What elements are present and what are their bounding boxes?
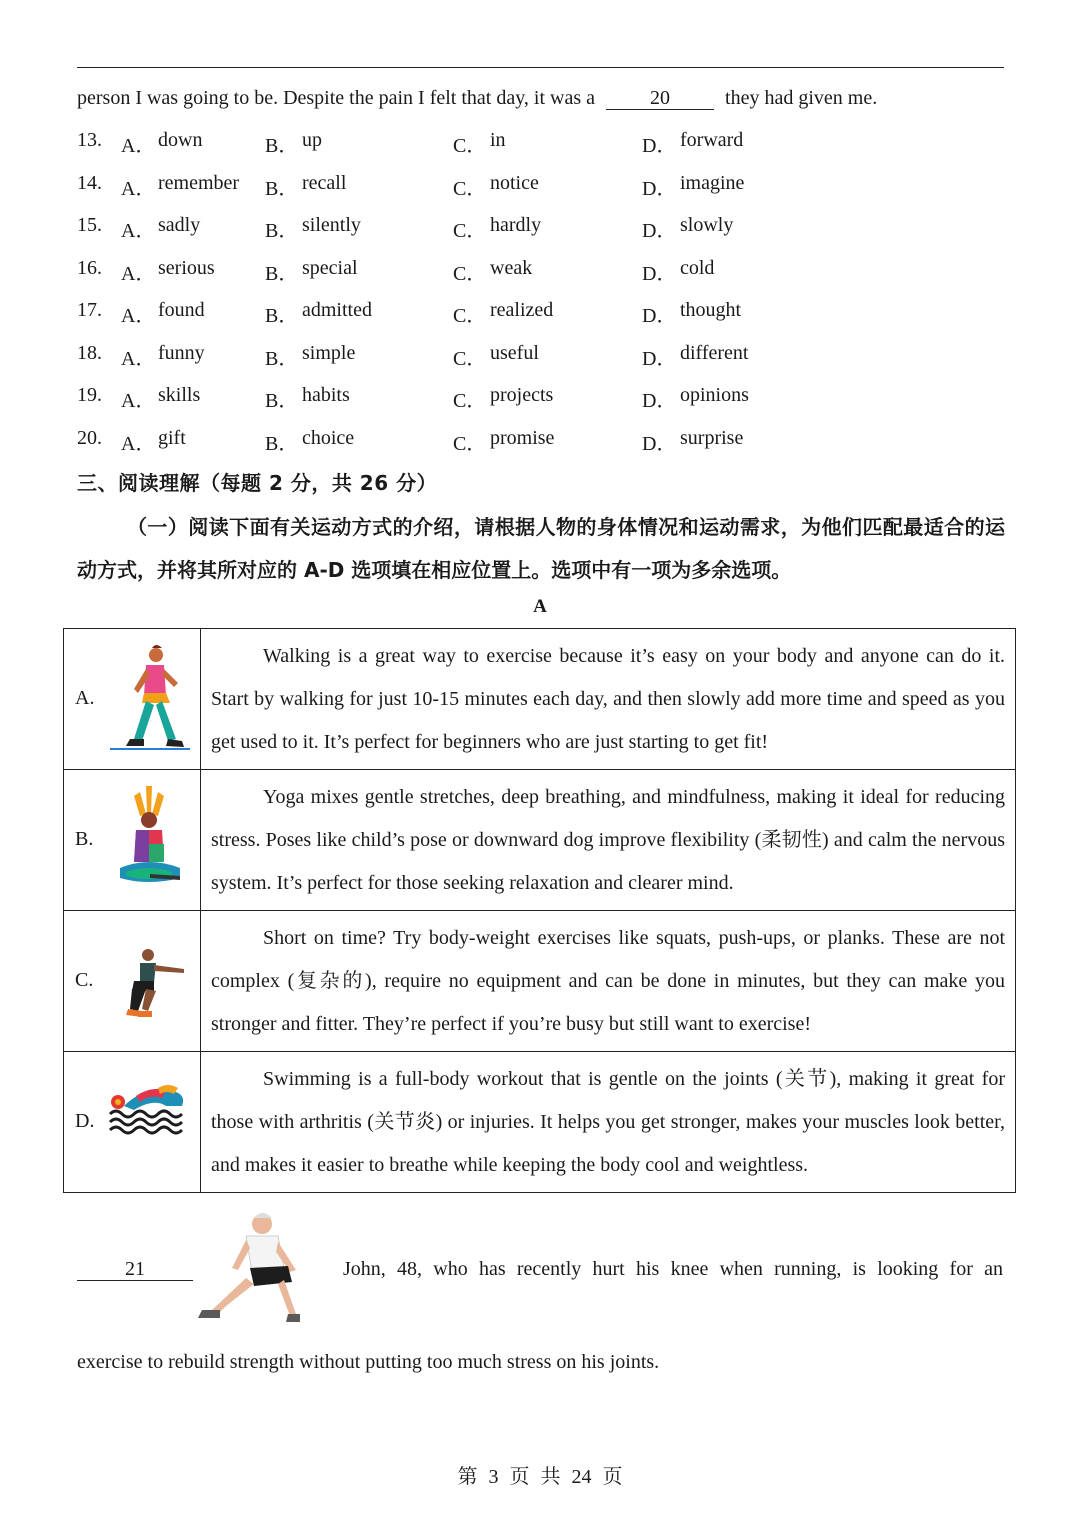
option-d-letter: D． <box>642 390 677 412</box>
question-number: 20. <box>77 426 102 449</box>
question-number: 15. <box>77 214 102 236</box>
question-number: 19. <box>77 384 102 406</box>
exercise-options-table <box>63 628 1016 1193</box>
passage-tail-after: they had given me. <box>725 87 878 109</box>
option-c: notice <box>490 171 539 194</box>
option-d: forward <box>680 129 744 151</box>
option-d-letter: D． <box>642 347 677 370</box>
option-c: weak <box>490 256 533 279</box>
passage-tail-before: person I was going to be. Despite the pain I felt that day, it was a <box>77 87 596 109</box>
option-c: realized <box>490 299 554 321</box>
option-c-letter: C． <box>453 390 487 412</box>
option-d: cold <box>680 256 715 279</box>
yoga-figure-icon <box>106 784 194 896</box>
option-d: slowly <box>680 214 734 236</box>
option-letter: D. <box>75 1110 95 1132</box>
option-b-letter: B． <box>265 177 299 200</box>
answer-blank-20[interactable]: 20 <box>606 87 714 110</box>
option-a-letter: A． <box>121 135 156 157</box>
option-b-letter: B． <box>265 135 299 157</box>
passage-tail-line <box>77 87 877 110</box>
option-c-letter: C． <box>453 305 487 327</box>
option-d-letter: D． <box>642 135 677 157</box>
option-row <box>64 770 1016 911</box>
option-a-letter: A． <box>121 347 156 370</box>
option-b: silently <box>302 214 361 236</box>
section-instructions: （一）阅读下面有关运动方式的介绍，请根据人物的身体情况和运动需求，为他们匹配最适合的运动方式，并将其所对应的 A-D 选项填在相应位置上。选项中有一项为多余选项。 <box>77 515 1005 582</box>
option-a: remember <box>158 171 240 194</box>
option-d: imagine <box>680 171 745 194</box>
option-row <box>64 1052 1016 1193</box>
option-a: sadly <box>158 214 201 236</box>
option-b-letter: B． <box>265 305 299 327</box>
option-a: gift <box>158 426 186 449</box>
option-d: opinions <box>680 384 749 406</box>
page-footer: 第 3 页 共 24 页 <box>457 1466 623 1488</box>
option-row <box>64 629 1016 770</box>
swimming-figure-icon <box>106 1066 194 1178</box>
walking-figure-icon <box>106 643 194 755</box>
option-a: down <box>158 129 203 151</box>
option-c: hardly <box>490 214 542 236</box>
option-text: Yoga mixes gentle stretches, deep breathing, and mindfulness, making it ideal for reducing stress. Poses like child’s pose or downward dog improve flexibility (柔韧性) and calm the nervous system. It’s perfect for those seeking relaxation and clearer mind. <box>211 785 1005 894</box>
question-number: 13. <box>77 129 102 151</box>
option-text: Swimming is a full-body workout that is gentle on the joints (关节), making it great for those with arthritis (关节炎) or injuries. It helps you get stronger, makes your muscles look better, and makes it easier to breathe while keeping the body cool and weightless. <box>211 1067 1005 1176</box>
option-b-letter: B． <box>265 262 299 285</box>
option-c: projects <box>490 384 554 406</box>
option-b: admitted <box>302 299 372 321</box>
option-text-cell <box>201 1052 1016 1193</box>
option-d: different <box>680 341 749 364</box>
question-21-text-line-1: John, 48, who has recently hurt his knee when running, is looking for an <box>343 1258 1003 1280</box>
squat-figure-icon <box>106 925 194 1037</box>
option-letter: B. <box>75 828 94 850</box>
header-rule <box>77 67 1004 68</box>
option-c: promise <box>490 426 555 449</box>
option-b: special <box>302 256 358 279</box>
option-a: funny <box>158 341 205 364</box>
question-number: 17. <box>77 299 102 321</box>
option-text: Short on time? Try body-weight exercises like squats, push-ups, or planks. These are not complex (复杂的), require no equipment and can be done in minutes, but they can make you stronger and fitter. They’re perfect if you’re busy but still want to exercise! <box>211 926 1005 1035</box>
option-d: thought <box>680 299 742 321</box>
option-label-cell <box>64 1052 201 1193</box>
option-a-letter: A． <box>121 262 156 285</box>
option-d: surprise <box>680 426 744 449</box>
option-d-letter: D． <box>642 220 677 242</box>
option-text-cell <box>201 911 1016 1052</box>
question-21 <box>77 1258 193 1281</box>
option-d-letter: D． <box>642 262 677 285</box>
option-b: habits <box>302 384 350 406</box>
option-b-letter: B． <box>265 390 299 412</box>
option-a-letter: A． <box>121 390 156 412</box>
question-number: 14. <box>77 171 102 194</box>
option-b-letter: B． <box>265 220 299 242</box>
option-b: recall <box>302 171 347 194</box>
answer-blank-21[interactable]: 21 <box>77 1258 193 1281</box>
option-label-cell <box>64 770 201 911</box>
option-b: simple <box>302 341 356 364</box>
option-c-letter: C． <box>453 432 487 455</box>
option-d-letter: D． <box>642 305 677 327</box>
option-c: useful <box>490 341 539 364</box>
option-b: choice <box>302 426 355 449</box>
option-letter: A. <box>75 687 95 709</box>
option-a-letter: A． <box>121 177 156 200</box>
question-21-text-line-2: exercise to rebuild strength without putting too much stress on his joints. <box>77 1351 660 1373</box>
option-c: in <box>490 129 506 151</box>
option-d-letter: D． <box>642 177 677 200</box>
option-label-cell <box>64 629 201 770</box>
option-b: up <box>302 129 322 151</box>
option-text: Walking is a great way to exercise because it’s easy on your body and anyone can do it. Start by walking for just 10-15 minutes each day, and then slowly add more time and speed as you get used to it. It’s perfect for beginners who are just starting to get fit! <box>211 644 1005 753</box>
option-c-letter: C． <box>453 262 487 285</box>
table-title: A <box>533 596 547 617</box>
option-a: serious <box>158 256 215 279</box>
option-text-cell <box>201 770 1016 911</box>
question-number: 18. <box>77 341 102 364</box>
option-c-letter: C． <box>453 177 487 200</box>
option-a-letter: A． <box>121 305 156 327</box>
option-a: skills <box>158 384 201 406</box>
option-text-cell <box>201 629 1016 770</box>
option-a-letter: A． <box>121 220 156 242</box>
option-c-letter: C． <box>453 347 487 370</box>
option-a: found <box>158 299 205 321</box>
option-d-letter: D． <box>642 432 677 455</box>
stretching-man-icon <box>192 1210 317 1330</box>
question-number: 16. <box>77 256 102 279</box>
option-c-letter: C． <box>453 135 487 157</box>
option-letter: C. <box>75 969 94 991</box>
option-b-letter: B． <box>265 432 299 455</box>
option-c-letter: C． <box>453 220 487 242</box>
option-row <box>64 911 1016 1052</box>
option-b-letter: B． <box>265 347 299 370</box>
section-title: 三、阅读理解（每题 2 分，共 26 分） <box>77 471 438 495</box>
option-a-letter: A． <box>121 432 156 455</box>
option-label-cell <box>64 911 201 1052</box>
